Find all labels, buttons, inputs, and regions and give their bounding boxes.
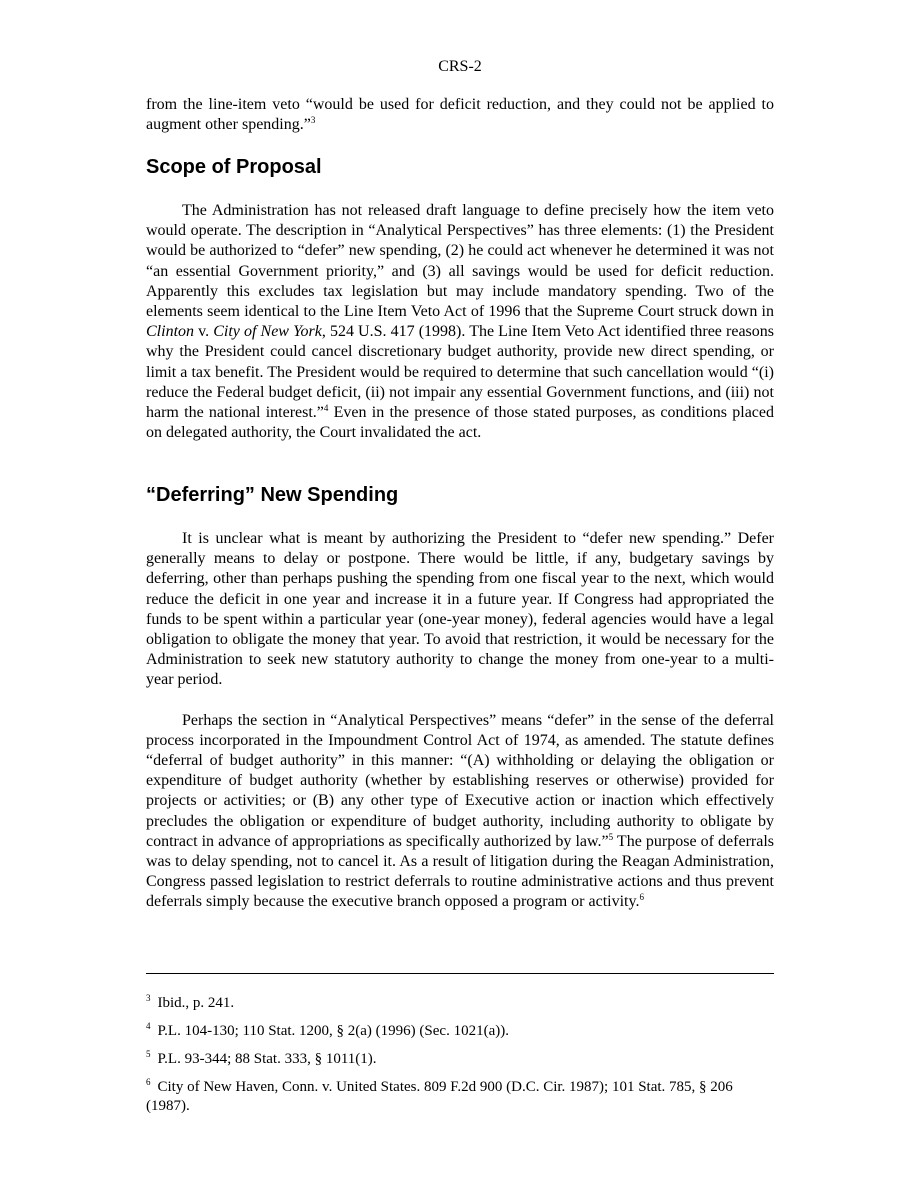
footnote-divider <box>146 973 774 974</box>
footnote-ref-6[interactable]: 6 <box>639 892 644 903</box>
case-party-1: Clinton <box>146 323 195 341</box>
footnote-ref-3[interactable]: 3 <box>310 115 316 126</box>
footnote-ref-4[interactable]: 4 <box>323 403 329 414</box>
footnote-5: $^5$ P.L. 93-344; 88 Stat. 333, § 1011(1). <box>146 1049 377 1067</box>
page-header: CRS-2 <box>438 58 482 75</box>
case-party-2: City of New York <box>213 323 322 341</box>
deferring-paragraph-2: Perhaps the section in “Analytical Perspectives” means “defer” in the sense of the deferral process incorporated in the Impoundment Control Act of 1974, as amended. The statute defines “deferral of budget authority” in this manner: “(A) withholding or delaying the obligation or expenditure of budget authority (whether by establishing reserves or otherwise) provided for projects or activities; or (B) any other type of Executive action or inaction which effectively precludes the obligation or expenditure of budget authority, including authority to obligate by contract in advance of appropriations as specifically authorized by law.”$^5$ The purpose of deferrals was to delay spending, not to cancel it. As a result of litigation during the Reagan Administration, Congress passed legislation to restrict deferrals to routine administrative actions and thus prevent deferrals simply because the executive branch opposed a program or activity.$^6$ <box>146 711 775 911</box>
deferring-section-body <box>146 529 774 913</box>
intro-paragraph <box>146 95 774 135</box>
intro-text: from the line-item veto “would be used for deficit reduction, and they could not be applied to augment other spending.” <box>146 96 774 134</box>
footnotes <box>146 994 774 1125</box>
footnote-6: $^6$ City of New Haven, Conn. v. United States. 809 F.2d 900 (D.C. Cir. 1987); 101 Stat. 785, § 206 (1987). <box>146 1077 733 1114</box>
scope-section-body <box>146 201 774 443</box>
footnote-ref-5[interactable]: 5 <box>608 831 614 842</box>
section-heading-deferring: “Deferring” New Spending <box>146 484 399 506</box>
scope-paragraph: The Administration has not released draft language to define precisely how the item veto would operate. The description in “Analytical Perspectives” has three elements: (1) the President would be authorized to “defer” new spending, (2) he could act whenever he determined it was not “an essential Government priority,” and (3) all savings would be used for deficit reduction. Apparently this excludes tax legislation but may include mandatory spending. Two of the elements seem identical to the Line Item Veto Act of 1996 that the Supreme Court struck down in Clinton v. City of New York, 524 U.S. 417 (1998). The Line Item Veto Act identified three reasons why the President could cancel discretionary budget authority, provide new direct spending, or limit a tax benefit. The President would be required to determine that such cancellation would “(i) reduce the Federal budget deficit, (ii) not impair any essential Government functions, and (iii) not harm the national interest.”$^4$ Even in the presence of those stated purposes, as conditions placed on delegated authority, the Court invalidated the act. <box>146 202 775 442</box>
section-heading-scope: Scope of Proposal <box>146 156 322 178</box>
footnote-4: $^4$ P.L. 104-130; 110 Stat. 1200, § 2(a) (1996) (Sec. 1021(a)). <box>146 1021 509 1039</box>
footnote-3: $^3$ Ibid., p. 241. <box>146 993 235 1011</box>
deferring-paragraph-1: It is unclear what is meant by authorizing the President to “defer new spending.” Defer generally means to delay or postpone. There would be little, if any, budgetary savings by deferring, other than perhaps pushing the spending from one fiscal year to the next, which would reduce the deficit in one year and increase it in a future year. If Congress had appropriated the funds to be spent within a particular year (one-year money), federal agencies would have a legal obligation to obligate the money that year. To avoid that restriction, it would be necessary for the Administration to seek new statutory authority to change the money from one-year to a multi-year period. <box>146 530 774 689</box>
